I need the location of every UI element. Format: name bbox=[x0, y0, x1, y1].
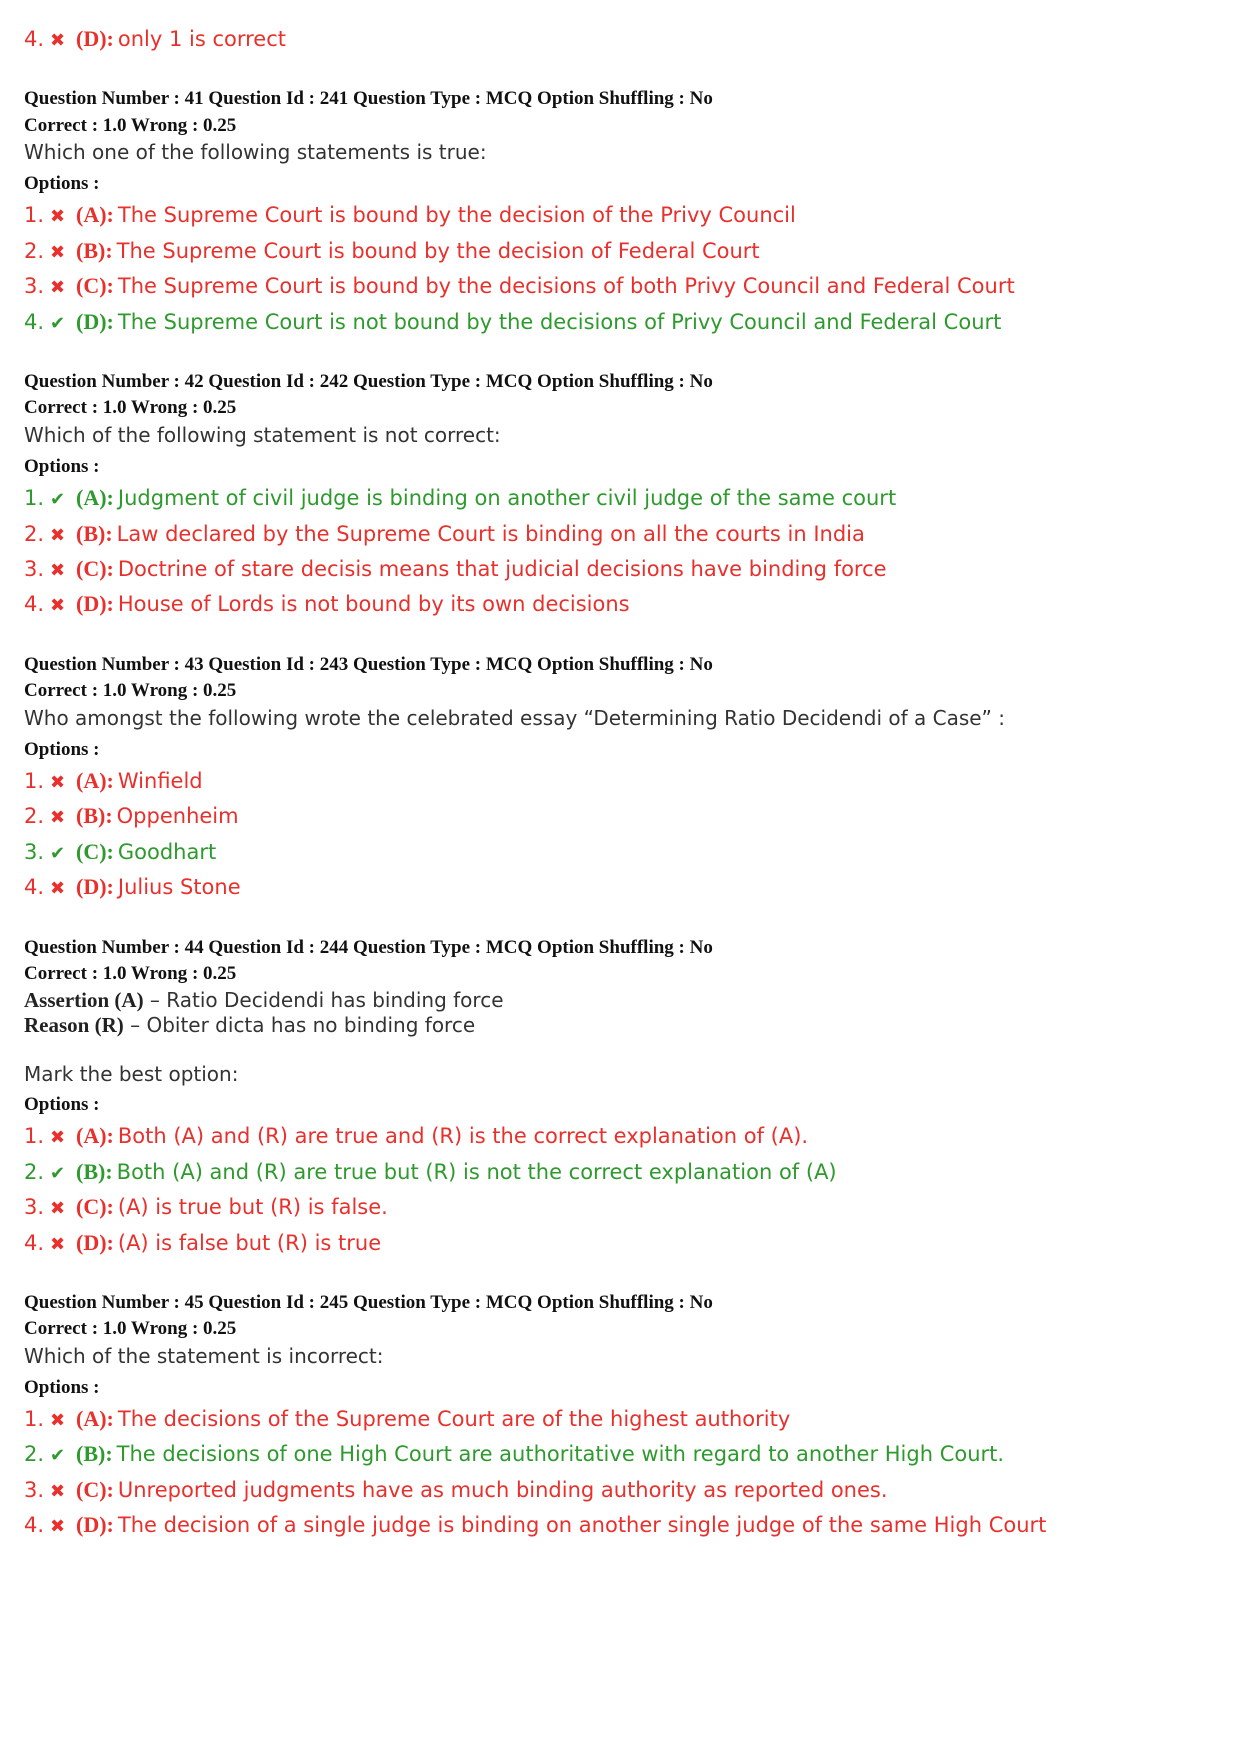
q44-meta: Question Number : 44 Question Id : 244 Question Type : MCQ Option Shuffling : No bbox=[24, 937, 713, 958]
q41-text: Which one of the following statements is true: bbox=[24, 140, 487, 164]
q41-meta: Question Number : 41 Question Id : 241 Question Type : MCQ Option Shuffling : No bbox=[24, 88, 713, 109]
option-text: The decisions of one High Court are authoritative with regard to another High Court. bbox=[116, 1442, 1005, 1466]
option-text: (A) is false but (R) is true bbox=[117, 1231, 382, 1255]
option-letter: (A): bbox=[76, 1123, 114, 1148]
option-number: 3. bbox=[24, 1195, 45, 1219]
q45-option-b bbox=[24, 1441, 1004, 1467]
option-letter: (C): bbox=[76, 839, 114, 864]
wrong-mark-icon: ✖ bbox=[50, 242, 66, 263]
wrong-mark-icon: ✖ bbox=[50, 30, 66, 51]
prev-option-d bbox=[24, 26, 286, 52]
q41-options-label: Options : bbox=[24, 173, 100, 194]
option-number: 4. bbox=[24, 875, 45, 899]
option-letter: (B): bbox=[76, 1441, 113, 1466]
option-letter: (D): bbox=[76, 1512, 114, 1537]
q42-text: Which of the following statement is not correct: bbox=[24, 423, 501, 447]
q43-option-d bbox=[24, 874, 241, 900]
option-letter: (B): bbox=[76, 1159, 113, 1184]
option-text: only 1 is correct bbox=[117, 27, 286, 51]
q42-meta: Question Number : 42 Question Id : 242 Question Type : MCQ Option Shuffling : No bbox=[24, 371, 713, 392]
q41-marks: Correct : 1.0 Wrong : 0.25 bbox=[24, 115, 237, 136]
assertion-text: – Ratio Decidendi has binding force bbox=[143, 988, 504, 1012]
q43-options-label: Options : bbox=[24, 739, 100, 760]
option-text: Julius Stone bbox=[117, 875, 241, 899]
option-number: 3. bbox=[24, 1478, 45, 1502]
wrong-mark-icon: ✖ bbox=[50, 878, 66, 899]
q41-option-b bbox=[24, 238, 760, 264]
q42-option-c bbox=[24, 556, 887, 582]
option-letter: (A): bbox=[76, 202, 114, 227]
option-text: The Supreme Court is bound by the decision of Federal Court bbox=[116, 239, 760, 263]
q41-option-c bbox=[24, 273, 1015, 299]
q45-marks: Correct : 1.0 Wrong : 0.25 bbox=[24, 1318, 237, 1339]
check-mark-icon: ✔ bbox=[50, 489, 66, 510]
option-number: 3. bbox=[24, 274, 45, 298]
q41-option-a bbox=[24, 202, 796, 228]
reason-text: – Obiter dicta has no binding force bbox=[123, 1013, 476, 1037]
option-text: The Supreme Court is not bound by the decisions of Privy Council and Federal Court bbox=[117, 310, 1002, 334]
option-number: 4. bbox=[24, 1231, 45, 1255]
wrong-mark-icon: ✖ bbox=[50, 206, 66, 227]
option-letter: (D): bbox=[76, 591, 114, 616]
option-number: 1. bbox=[24, 1407, 45, 1431]
check-mark-icon: ✔ bbox=[50, 313, 66, 334]
q44-option-a bbox=[24, 1123, 808, 1149]
option-text: The Supreme Court is bound by the decisions of both Privy Council and Federal Court bbox=[117, 274, 1015, 298]
check-mark-icon: ✔ bbox=[50, 843, 66, 864]
wrong-mark-icon: ✖ bbox=[50, 525, 66, 546]
option-text: The decisions of the Supreme Court are of the highest authority bbox=[117, 1407, 791, 1431]
q42-option-b bbox=[24, 521, 865, 547]
option-number: 1. bbox=[24, 486, 45, 510]
q44-option-c bbox=[24, 1194, 388, 1220]
q42-options-label: Options : bbox=[24, 456, 100, 477]
wrong-mark-icon: ✖ bbox=[50, 595, 66, 616]
wrong-mark-icon: ✖ bbox=[50, 772, 66, 793]
q43-marks: Correct : 1.0 Wrong : 0.25 bbox=[24, 680, 237, 701]
option-number: 2. bbox=[24, 1160, 45, 1184]
option-text: Winfield bbox=[117, 769, 203, 793]
wrong-mark-icon: ✖ bbox=[50, 1127, 66, 1148]
check-mark-icon: ✔ bbox=[50, 1163, 66, 1184]
option-letter: (C): bbox=[76, 1194, 114, 1219]
option-number: 2. bbox=[24, 239, 45, 263]
option-number: 1. bbox=[24, 1124, 45, 1148]
q42-option-d bbox=[24, 591, 630, 617]
option-letter: (A): bbox=[76, 1406, 114, 1431]
option-letter: (B): bbox=[76, 521, 113, 546]
q45-meta: Question Number : 45 Question Id : 245 Question Type : MCQ Option Shuffling : No bbox=[24, 1292, 713, 1313]
option-letter: (B): bbox=[76, 238, 113, 263]
option-number: 2. bbox=[24, 1442, 45, 1466]
option-text: Doctrine of stare decisis means that judicial decisions have binding force bbox=[117, 557, 887, 581]
q44-reason bbox=[24, 1013, 475, 1038]
q41-option-d bbox=[24, 309, 1001, 335]
option-letter: (D): bbox=[76, 1230, 114, 1255]
wrong-mark-icon: ✖ bbox=[50, 277, 66, 298]
q43-option-c bbox=[24, 839, 216, 865]
q44-option-b bbox=[24, 1159, 837, 1185]
option-text: Oppenheim bbox=[116, 804, 239, 828]
q45-option-d bbox=[24, 1512, 1046, 1538]
q44-options-label: Options : bbox=[24, 1094, 100, 1115]
q43-option-b bbox=[24, 803, 239, 829]
q44-marks: Correct : 1.0 Wrong : 0.25 bbox=[24, 963, 237, 984]
q45-option-a bbox=[24, 1406, 790, 1432]
option-letter: (A): bbox=[76, 768, 114, 793]
q44-option-d bbox=[24, 1230, 381, 1256]
option-number: 1. bbox=[24, 769, 45, 793]
option-text: Unreported judgments have as much binding authority as reported ones. bbox=[117, 1478, 888, 1502]
option-letter: (A): bbox=[76, 485, 114, 510]
q42-marks: Correct : 1.0 Wrong : 0.25 bbox=[24, 397, 237, 418]
option-letter: (C): bbox=[76, 273, 114, 298]
wrong-mark-icon: ✖ bbox=[50, 1481, 66, 1502]
option-letter: (D): bbox=[76, 309, 114, 334]
check-mark-icon: ✔ bbox=[50, 1445, 66, 1466]
option-text: Judgment of civil judge is binding on another civil judge of the same court bbox=[117, 486, 897, 510]
option-text: House of Lords is not bound by its own decisions bbox=[117, 592, 630, 616]
option-letter: (C): bbox=[76, 556, 114, 581]
option-text: Law declared by the Supreme Court is binding on all the courts in India bbox=[116, 522, 865, 546]
wrong-mark-icon: ✖ bbox=[50, 560, 66, 581]
q43-text: Who amongst the following wrote the celebrated essay “Determining Ratio Decidendi of a Case” : bbox=[24, 706, 1006, 730]
q43-meta: Question Number : 43 Question Id : 243 Question Type : MCQ Option Shuffling : No bbox=[24, 654, 713, 675]
q45-option-c bbox=[24, 1477, 888, 1503]
option-number: 2. bbox=[24, 804, 45, 828]
q44-text: Mark the best option: bbox=[24, 1062, 239, 1086]
option-text: Both (A) and (R) are true and (R) is the correct explanation of (A). bbox=[117, 1124, 809, 1148]
option-number: 3. bbox=[24, 557, 45, 581]
option-letter: (D): bbox=[76, 874, 114, 899]
wrong-mark-icon: ✖ bbox=[50, 1234, 66, 1255]
q45-options-label: Options : bbox=[24, 1377, 100, 1398]
wrong-mark-icon: ✖ bbox=[50, 1516, 66, 1537]
option-number: 3. bbox=[24, 840, 45, 864]
option-text: The Supreme Court is bound by the decision of the Privy Council bbox=[117, 203, 796, 227]
wrong-mark-icon: ✖ bbox=[50, 1410, 66, 1431]
wrong-mark-icon: ✖ bbox=[50, 1198, 66, 1219]
q44-assertion bbox=[24, 988, 504, 1013]
option-text: Goodhart bbox=[117, 840, 217, 864]
option-text: The decision of a single judge is binding on another single judge of the same High Court bbox=[117, 1513, 1047, 1537]
q45-text: Which of the statement is incorrect: bbox=[24, 1344, 384, 1368]
wrong-mark-icon: ✖ bbox=[50, 807, 66, 828]
option-number: 4. bbox=[24, 310, 45, 334]
option-text: Both (A) and (R) are true but (R) is not the correct explanation of (A) bbox=[116, 1160, 837, 1184]
option-number: 1. bbox=[24, 203, 45, 227]
option-number: 2. bbox=[24, 522, 45, 546]
option-letter: (D): bbox=[76, 26, 114, 51]
option-letter: (B): bbox=[76, 803, 113, 828]
q43-option-a bbox=[24, 768, 203, 794]
q42-option-a bbox=[24, 485, 896, 511]
option-text: (A) is true but (R) is false. bbox=[117, 1195, 388, 1219]
reason-label: Reason (R) bbox=[24, 1013, 124, 1037]
option-number: 4. bbox=[24, 27, 45, 51]
assertion-label: Assertion (A) bbox=[24, 988, 144, 1012]
option-number: 4. bbox=[24, 1513, 45, 1537]
option-number: 4. bbox=[24, 592, 45, 616]
option-letter: (C): bbox=[76, 1477, 114, 1502]
